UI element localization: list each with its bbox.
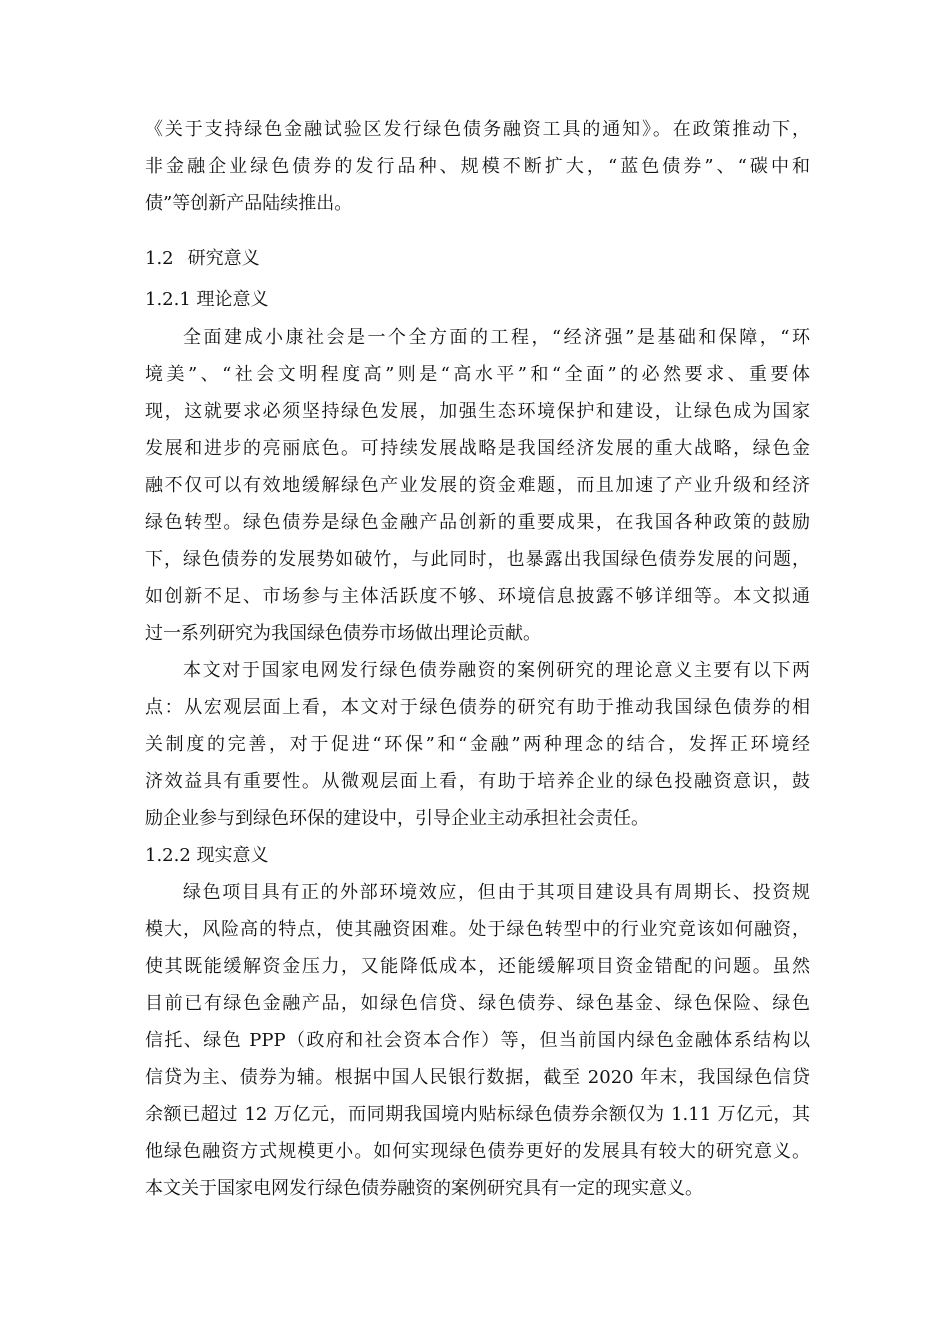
practical-para-line-1: 绿色项目具有正的外部环境效应，但由于其项目建设具有周期长、投资规 <box>183 882 810 903</box>
section-number: 1.2 <box>145 248 174 269</box>
practical-para-line-5: 信托、绿色 PPP（政府和社会资本合作）等，但当前国内绿色金融体系结构以 <box>145 1030 810 1051</box>
theory-para1-line-5: 融不仅可以有效地缓解绿色产业发展的资金难题，而且加速了产业升级和经济 <box>145 475 810 496</box>
practical-para-line-9: 本文关于国家电网发行绿色债券融资的案例研究具有一定的现实意义。 <box>145 1178 703 1199</box>
theory-para2-line-1: 本文对于国家电网发行绿色债券融资的案例研究的理论意义主要有以下两 <box>183 660 810 681</box>
practical-para-line-2: 模大，风险高的特点，使其融资困难。处于绿色转型中的行业究竟该如何融资， <box>145 919 810 940</box>
practical-para-line-3: 使其既能缓解资金压力，又能降低成本，还能缓解项目资金错配的问题。虽然 <box>145 956 810 977</box>
theory-para2-line-4: 济效益具有重要性。从微观层面上看，有助于培养企业的绿色投融资意识，鼓 <box>145 771 810 792</box>
theory-para2-line-2: 点：从宏观层面上看，本文对于绿色债券的研究有助于推动我国绿色债券的相 <box>145 697 810 718</box>
theory-para1-line-2: 境美”、“社会文明程度高”则是“高水平”和“全面”的必然要求、重要体 <box>145 364 810 385</box>
section-heading-1-2-1: 1.2.1 理论意义 <box>145 289 269 310</box>
theory-para1-line-6: 绿色转型。绿色债券是绿色金融产品创新的重要成果，在我国各种政策的鼓励 <box>145 512 810 533</box>
section-title: 研究意义 <box>187 248 260 269</box>
theory-para1-line-3: 现，这就要求必须坚持绿色发展，加强生态环境保护和建设，让绿色成为国家 <box>145 401 810 422</box>
practical-para-line-6: 信贷为主、债券为辅。根据中国人民银行数据，截至 2020 年末，我国绿色信贷 <box>145 1067 810 1088</box>
practical-para-line-4: 目前已有绿色金融产品，如绿色信贷、绿色债券、绿色基金、绿色保险、绿色 <box>145 993 810 1014</box>
intro-line-2: 非金融企业绿色债券的发行品种、规模不断扩大，“蓝色债券”、“碳中和 <box>145 156 810 177</box>
theory-para2-line-5: 励企业参与到绿色环保的建设中，引导企业主动承担社会责任。 <box>145 808 649 829</box>
theory-para1-line-8: 如创新不足、市场参与主体活跃度不够、环境信息披露不够详细等。本文拟通 <box>145 586 810 607</box>
theory-para1-line-9: 过一系列研究为我国绿色债券市场做出理论贡献。 <box>145 623 541 644</box>
intro-line-3: 债”等创新产品陆续推出。 <box>145 193 353 214</box>
theory-para2-line-3: 关制度的完善，对于促进“环保”和“金融”两种理念的结合，发挥正环境经 <box>145 734 810 755</box>
practical-para-line-7: 余额已超过 12 万亿元，而同期我国境内贴标绿色债券余额仅为 1.11 万亿元，其 <box>145 1104 810 1125</box>
theory-para1-line-7: 下，绿色债券的发展势如破竹，与此同时，也暴露出我国绿色债券发展的问题， <box>145 549 810 570</box>
practical-para-line-8: 他绿色融资方式规模更小。如何实现绿色债券更好的发展具有较大的研究意义。 <box>145 1141 810 1162</box>
section-heading-1-2 <box>145 247 810 271</box>
section-heading-1-2-2: 1.2.2 现实意义 <box>145 845 269 866</box>
theory-para1-line-1: 全面建成小康社会是一个全方面的工程，“经济强”是基础和保障，“环 <box>183 327 810 348</box>
theory-para1-line-4: 发展和进步的亮丽底色。可持续发展战略是我国经济发展的重大战略，绿色金 <box>145 438 810 459</box>
intro-line-1: 《关于支持绿色金融试验区发行绿色债务融资工具的通知》。在政策推动下， <box>145 119 810 140</box>
